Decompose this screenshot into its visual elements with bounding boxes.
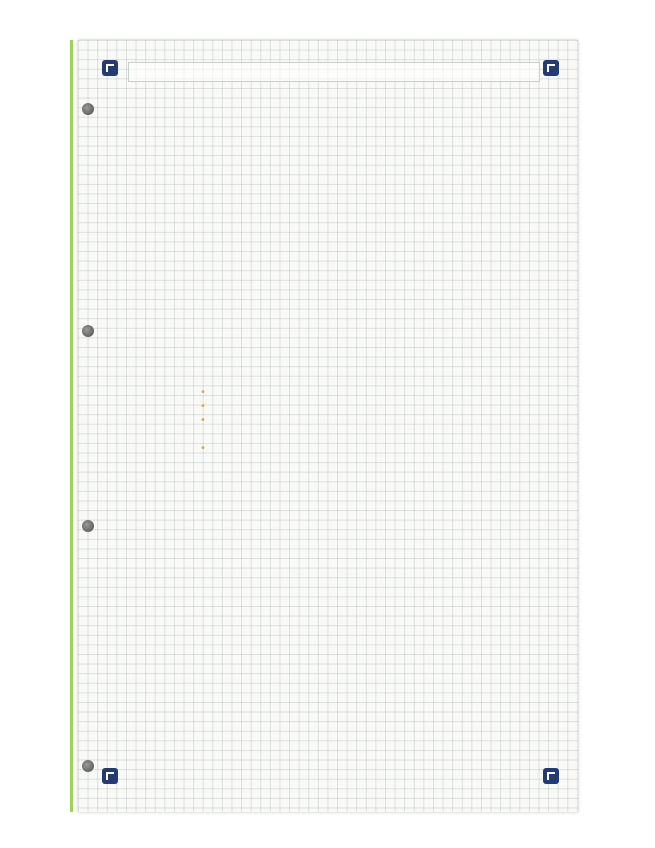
similarity-item: • <box>200 415 206 426</box>
corner-mark-icon <box>102 768 118 784</box>
corner-mark-icon <box>543 768 559 784</box>
notebook-page <box>78 40 578 812</box>
similarity-item: • <box>200 401 206 412</box>
similarity-item: • <box>200 387 206 398</box>
binder-hole-icon <box>82 760 94 772</box>
corner-mark-icon <box>543 60 559 76</box>
corner-mark-icon <box>102 60 118 76</box>
header-strip <box>128 62 540 82</box>
difference-item: • <box>200 443 206 454</box>
binder-hole-icon <box>82 520 94 532</box>
binder-hole-icon <box>82 103 94 115</box>
page-green-edge <box>70 40 73 812</box>
binder-hole-icon <box>82 325 94 337</box>
